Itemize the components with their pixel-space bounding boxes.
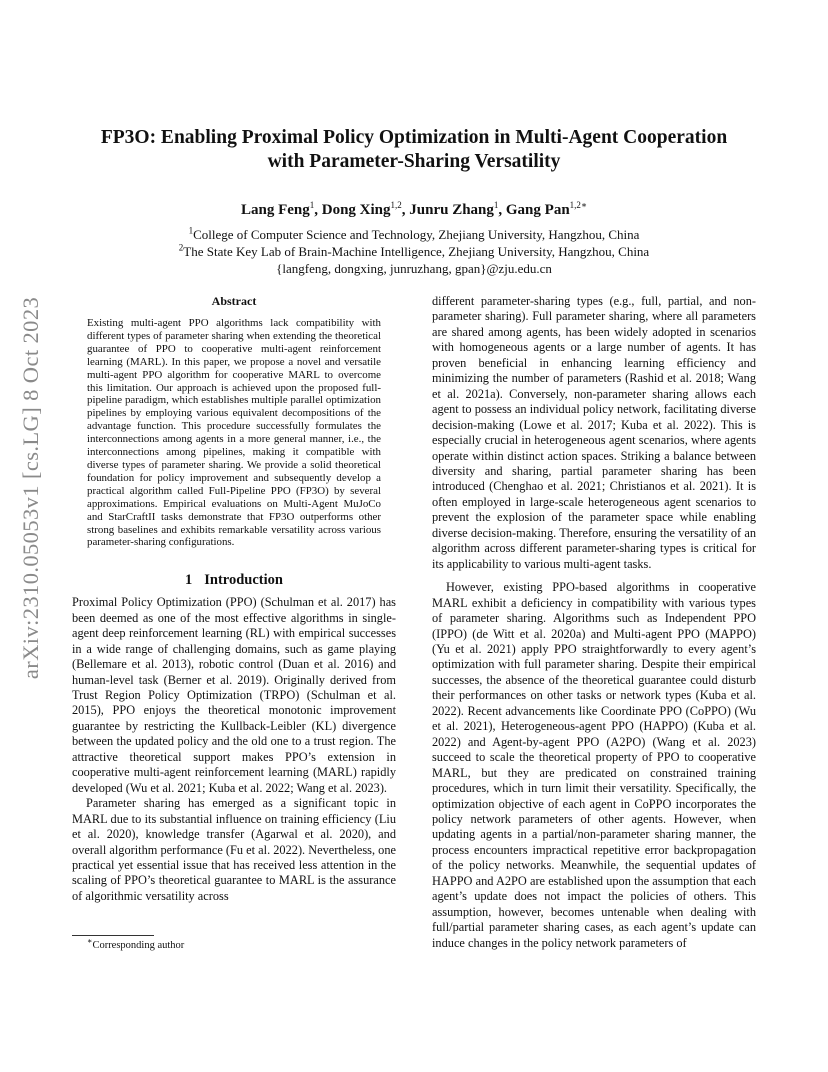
footnote-text: Corresponding author: [92, 940, 185, 951]
affiliation-mark: 2: [178, 242, 184, 253]
intro-paragraph-2: Parameter sharing has emerged as a significant topic in MARL due to its substantial influence on training efficiency (Liu et al. 2020), knowledge transfer (Agarwal et al. 2020), and overall algorithm performance (Fu et al. 2022). Nevertheless, one practical yet essential issue that has received less attention in the scaling of PPO’s theoretical guarantee to MARL is the assurance of algorithmic versatility across: [72, 796, 396, 903]
affiliation-text: College of Computer Science and Technology, Zhejiang University, Hangzhou, China: [193, 227, 640, 242]
footnote-mark: ∗: [87, 936, 93, 946]
arxiv-identifier-sidebar: [14, 296, 48, 680]
right-column: [432, 294, 756, 951]
section-heading: [72, 571, 396, 589]
author-separator: ,: [498, 202, 506, 218]
author-list: [72, 200, 756, 220]
author-affiliation-mark: 1: [309, 200, 315, 210]
author-separator: ,: [401, 202, 410, 218]
arxiv-identifier: arXiv:2310.05053v1 [cs.LG] 8 Oct 2023: [18, 296, 43, 680]
author-affiliation-mark: 1,2: [390, 200, 402, 210]
affiliation-mark: 1: [188, 225, 194, 236]
author-name: Gang Pan: [505, 202, 570, 218]
affiliation: [72, 226, 756, 243]
affiliation: [72, 243, 756, 260]
section-title: Introduction: [204, 572, 283, 589]
paper-header: [72, 126, 756, 277]
left-column: [72, 294, 396, 904]
author-name: Lang Feng: [240, 202, 310, 218]
author-emails: {langfeng, dongxing, junruzhang, gpan}@zju.edu.cn: [276, 261, 552, 276]
author-affiliation-mark: 1,2∗: [569, 200, 588, 210]
abstract-heading: Abstract: [211, 294, 257, 308]
footnote-divider: [72, 935, 154, 936]
title-line-1: FP3O: Enabling Proximal Policy Optimization in Multi-Agent Cooperation: [100, 127, 728, 148]
intro-paragraph-1: Proximal Policy Optimization (PPO) (Schulman et al. 2017) has been deemed as one of the most effective algorithms in single-agent deep reinforcement learning (RL) with empirical successes in a wide range of challenging domains, such as game playing (Bellemare et al. 2013), robotic control (Duan et al. 2016) and human-level task (Berner et al. 2019). Originally derived from Trust Region Policy Optimization (TRPO) (Schulman et al. 2015), PPO enjoys the theoretical monotonic improvement guarantee by restricting the Kullback-Leibler (KL) divergence between the updated policy and the old one to a trust region. The attractive theoretical support makes PPO’s extension in cooperative multi-agent reinforcement learning (MARL) rapidly developed (Wu et al. 2021; Kuba et al. 2022; Wang et al. 2023).: [72, 595, 396, 795]
author-name: Junru Zhang: [409, 202, 494, 218]
author-separator: ,: [314, 202, 322, 218]
author-affiliation-mark: 1: [493, 200, 499, 210]
section-number: 1: [185, 572, 193, 589]
paper-title: [72, 126, 756, 174]
title-line-2: with Parameter-Sharing Versatility: [267, 151, 561, 172]
author-name: Dong Xing: [321, 202, 391, 218]
footnote: [87, 936, 185, 952]
affiliation-text: The State Key Lab of Brain-Machine Intelligence, Zhejiang University, Hangzhou, China: [183, 244, 650, 259]
abstract-text: Existing multi-agent PPO algorithms lack compatibility with different types of parameter sharing when extending the theoretical guarantee of PPO to cooperative multi-agent reinforcement learning (MARL). In this paper, we propose a novel and versatile multi-agent PPO algorithm for cooperative MARL to overcome this limitation. Our approach is achieved upon the proposed full-pipeline paradigm, which establishes multiple parallel optimization pipelines by employing various equivalent decompositions of the advantage function. This procedure successfully formulates the interconnections among agents in a more general manner, i.e., the interconnections among pipelines, making it compatible with diverse types of parameter sharing. We provide a solid theoretical foundation for policy improvement and subsequently develop a practical algorithm called Full-Pipeline PPO (FP3O) by several approximations. Empirical evaluations on Multi-Agent MuJoCo and StarCraftII tasks demonstrate that FP3O outperforms other strong baselines and exhibits remarkable versatility across various parameter-sharing configurations.: [87, 317, 381, 549]
body-paragraph: However, existing PPO-based algorithms in cooperative MARL exhibit a deficiency in compatibility with various types of parameter sharing. Algorithms such as Independent PPO (IPPO) (de Witt et al. 2020a) and Multi-agent PPO (MAPPO) (Yu et al. 2021) apply PPO straightforwardly to every agent’s optimization with full parameter sharing. Despite their empirical successes, the absence of the theoretical guarantee could disturb their performances on other tasks or network types (Kuba et al. 2022). Recent advancements like Coordinate PPO (CoPPO) (Wu et al. 2021), Heterogeneous-agent PPO (HAPPO) (Kuba et al. 2022) and Agent-by-agent PPO (A2PO) (Wang et al. 2023) succeed to scale the theoretical property of PPO to cooperative MARL, but they are predicated on constrained training procedures, which in turn limit their versatility. Specifically, the optimization objective of each agent in CoPPO incorporates the policy network parameters of other agents. However, when updating agents in a partial/non-parameter sharing manner, the process encounters impractical repetitive error backpropagation of the policy networks. Meanwhile, the sequential updates of HAPPO and A2PO are established upon the assumption that each agent’s update does not impact the policies of others. This assumption, however, becomes untenable when dealing with full/partial parameter sharing cases, as each agent’s update can induce changes in the policy network parameters of: [432, 580, 756, 950]
body-paragraph-continued: different parameter-sharing types (e.g., full, partial, and non-parameter sharing). Full parameter sharing, where all parameters are shared among agents, has been widely adopted in scenarios with homogeneous agents or a large number of agents. It has proven beneficial in enhancing learning efficiency and minimizing the number of parameters (Rashid et al. 2018; Wang et al. 2021a). Conversely, non-parameter sharing allows each agent to possess an individual policy network, facilitating diverse decision-making (Lowe et al. 2017; Kuba et al. 2022). This is especially crucial in heterogeneous agent scenarios, where agents operate within distinct action spaces. Striking a balance between diversity and sharing, partial parameter sharing has been introduced (Chenghao et al. 2021; Christianos et al. 2021). It is often employed in large-scale heterogeneous agent scenarios to prevent the explosion of the parameter space while enabling diverse decision-making. Therefore, ensuring the versatility of an algorithm across different parameter-sharing types is critical for its applicability to various multi-agent tasks.: [432, 294, 756, 571]
